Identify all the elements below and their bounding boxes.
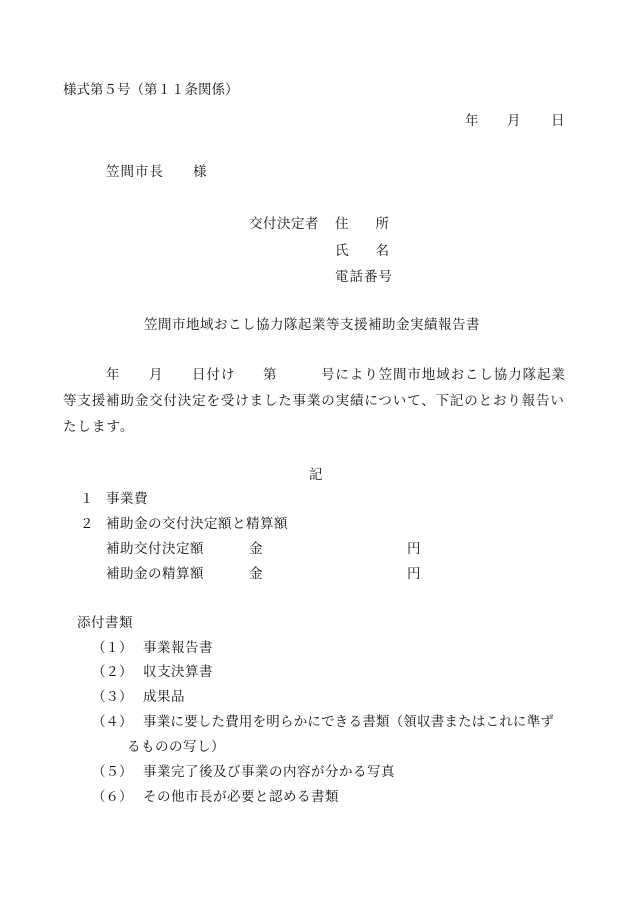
attachment-5-text: 事業完了後及び事業の内容が分かる写真 — [143, 764, 395, 780]
attachment-3-number: （３） — [92, 689, 133, 705]
attachment-6-text: その他市長が必要と認める書類 — [143, 789, 339, 805]
applicant-phone-label: 電話番号 — [335, 269, 393, 285]
applicant-name-label: 氏 名 — [335, 243, 389, 259]
attachment-4-continuation: るものの写し） — [127, 739, 225, 755]
body-line1-rest: 号により笠間市地域おこし協力隊起業 — [321, 367, 566, 383]
amount-decision-suffix: 円 — [407, 541, 421, 557]
body-number-prefix: 第 — [263, 367, 277, 383]
date-year-label: 年 — [465, 113, 479, 129]
ki-heading: 記 — [309, 467, 323, 483]
applicant-address-label: 住 所 — [335, 216, 389, 232]
body-day: 日付け — [192, 367, 236, 383]
attachment-1-number: （１） — [92, 640, 133, 656]
body-line3: たします。 — [63, 419, 135, 435]
item-1-number: １ — [80, 491, 94, 507]
attachment-2-number: （２） — [92, 664, 133, 680]
amount-settlement-label: 補助金の精算額 — [106, 566, 204, 582]
attachment-4-text: 事業に要した費用を明らかにできる書類（領収書またはこれに準ず — [143, 714, 554, 730]
item-1-text: 事業費 — [106, 491, 148, 507]
attachment-3-text: 成果品 — [143, 689, 185, 705]
form-number-label: 様式第５号（第１１条関係） — [63, 82, 239, 98]
amount-settlement-prefix: 金 — [249, 566, 263, 582]
document-title: 笠間市地域おこし協力隊起業等支援補助金実績報告書 — [144, 317, 480, 333]
body-month: 月 — [149, 367, 163, 383]
applicant-role-label: 交付決定者 — [249, 216, 319, 232]
attachment-6-number: （６） — [92, 789, 133, 805]
date-month-label: 月 — [507, 113, 521, 129]
attachment-5-number: （５） — [92, 764, 133, 780]
item-2-number: ２ — [80, 516, 94, 532]
addressee-name: 笠間市長 — [106, 164, 164, 180]
amount-decision-prefix: 金 — [249, 541, 263, 557]
attachment-2-text: 収支決算書 — [143, 664, 213, 680]
date-day-label: 日 — [551, 113, 565, 129]
body-year: 年 — [106, 367, 120, 383]
amount-settlement-suffix: 円 — [407, 566, 421, 582]
addressee-honorific: 様 — [193, 164, 207, 180]
item-2-text: 補助金の交付決定額と精算額 — [106, 516, 288, 532]
amount-decision-label: 補助交付決定額 — [106, 541, 204, 557]
attachments-heading: 添付書類 — [77, 615, 133, 631]
body-line2: 等支援補助金交付決定を受けました事業の実績について、下記のとおり報告い — [63, 393, 565, 409]
attachment-4-number: （４） — [92, 714, 133, 730]
attachment-1-text: 事業報告書 — [143, 640, 213, 656]
